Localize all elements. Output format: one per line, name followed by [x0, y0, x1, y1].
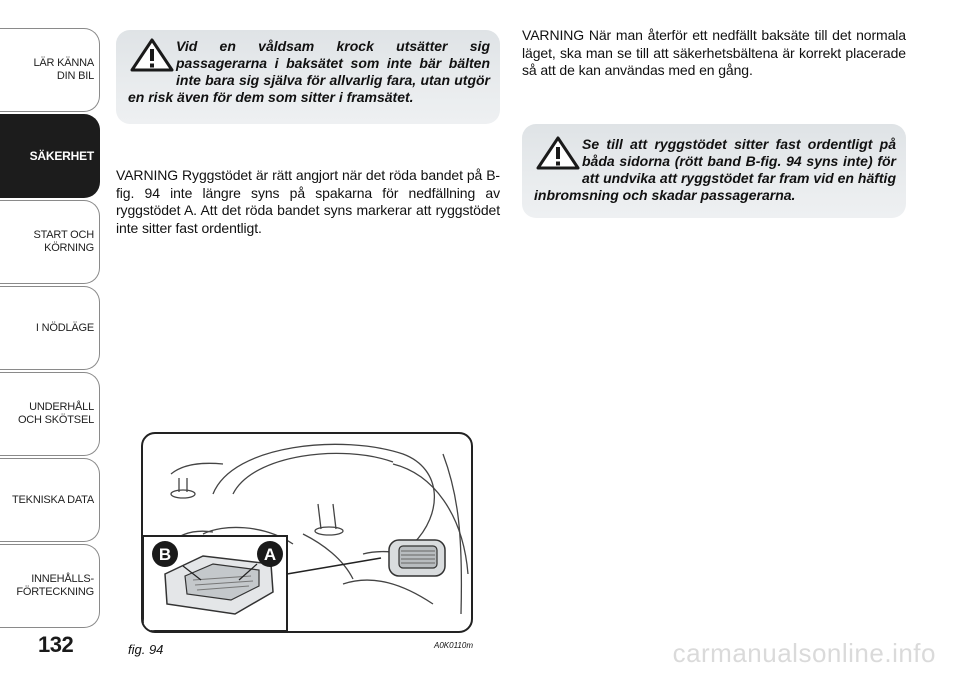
label-a: [257, 541, 283, 567]
tab-i-nodlage[interactable]: I NÖDLÄGE: [0, 286, 100, 370]
figure-code: A0K0110m: [434, 641, 473, 650]
tab-lar-kanna-din-bil[interactable]: LÄR KÄNNA DIN BIL: [0, 28, 100, 112]
page-number: 132: [38, 632, 74, 657]
figure-94: [141, 432, 473, 633]
tab-start-och-korning[interactable]: START OCH KÖRNING: [0, 200, 100, 284]
tab-innehallsforteckning[interactable]: INNEHÅLLS- FÖRTECKNING: [0, 544, 100, 628]
tab-underhall-och-skotsel[interactable]: UNDERHÅLL OCH SKÖTSEL: [0, 372, 100, 456]
warning-text: Vid en våldsam krock utsätter sig passagerarna i baksätet som inte bär bälten inte bara sig själva för allvarlig fara, utan utgör en risk även för dem som sitter i framsätet.: [128, 38, 490, 105]
svg-text:B: B: [158, 545, 172, 564]
warning-box-crash: [116, 30, 500, 124]
warning-box-backrest: [522, 124, 906, 218]
figure-caption: fig. 94: [128, 642, 164, 657]
watermark: carmanualsonline.info: [672, 638, 936, 668]
body-paragraph-seat-return: VARNING När man återför ett nedfällt baksäte till det normala läget, ska man se till att säkerhetsbältena är korrekt placerade så att de kan användas med en gång.: [522, 27, 906, 78]
lever-small: [389, 540, 445, 576]
tab-tekniska-data[interactable]: TEKNISKA DATA: [0, 458, 100, 542]
seat-backrest-illustration: [143, 434, 471, 631]
warning-text: Se till att ryggstödet sitter fast ordentligt på båda sidorna (rött band B-fig. 94 syns inte) för att undvika att ryggstödet far fram vid en häftig inbromsning och skadar passagerarna.: [534, 136, 896, 203]
svg-text:A: A: [263, 545, 277, 564]
body-paragraph-backrest: VARNING Ryggstödet är rätt angjort när det röda bandet på B-fig. 94 inte längre syns på spakarna för nedfällning av ryggstödet A. Att det röda bandet syns markerar att ryggstödet inte sitter fast ordentligt.: [116, 167, 500, 236]
label-b: [152, 541, 178, 567]
tab-sakerhet[interactable]: SÄKERHET: [0, 114, 100, 198]
